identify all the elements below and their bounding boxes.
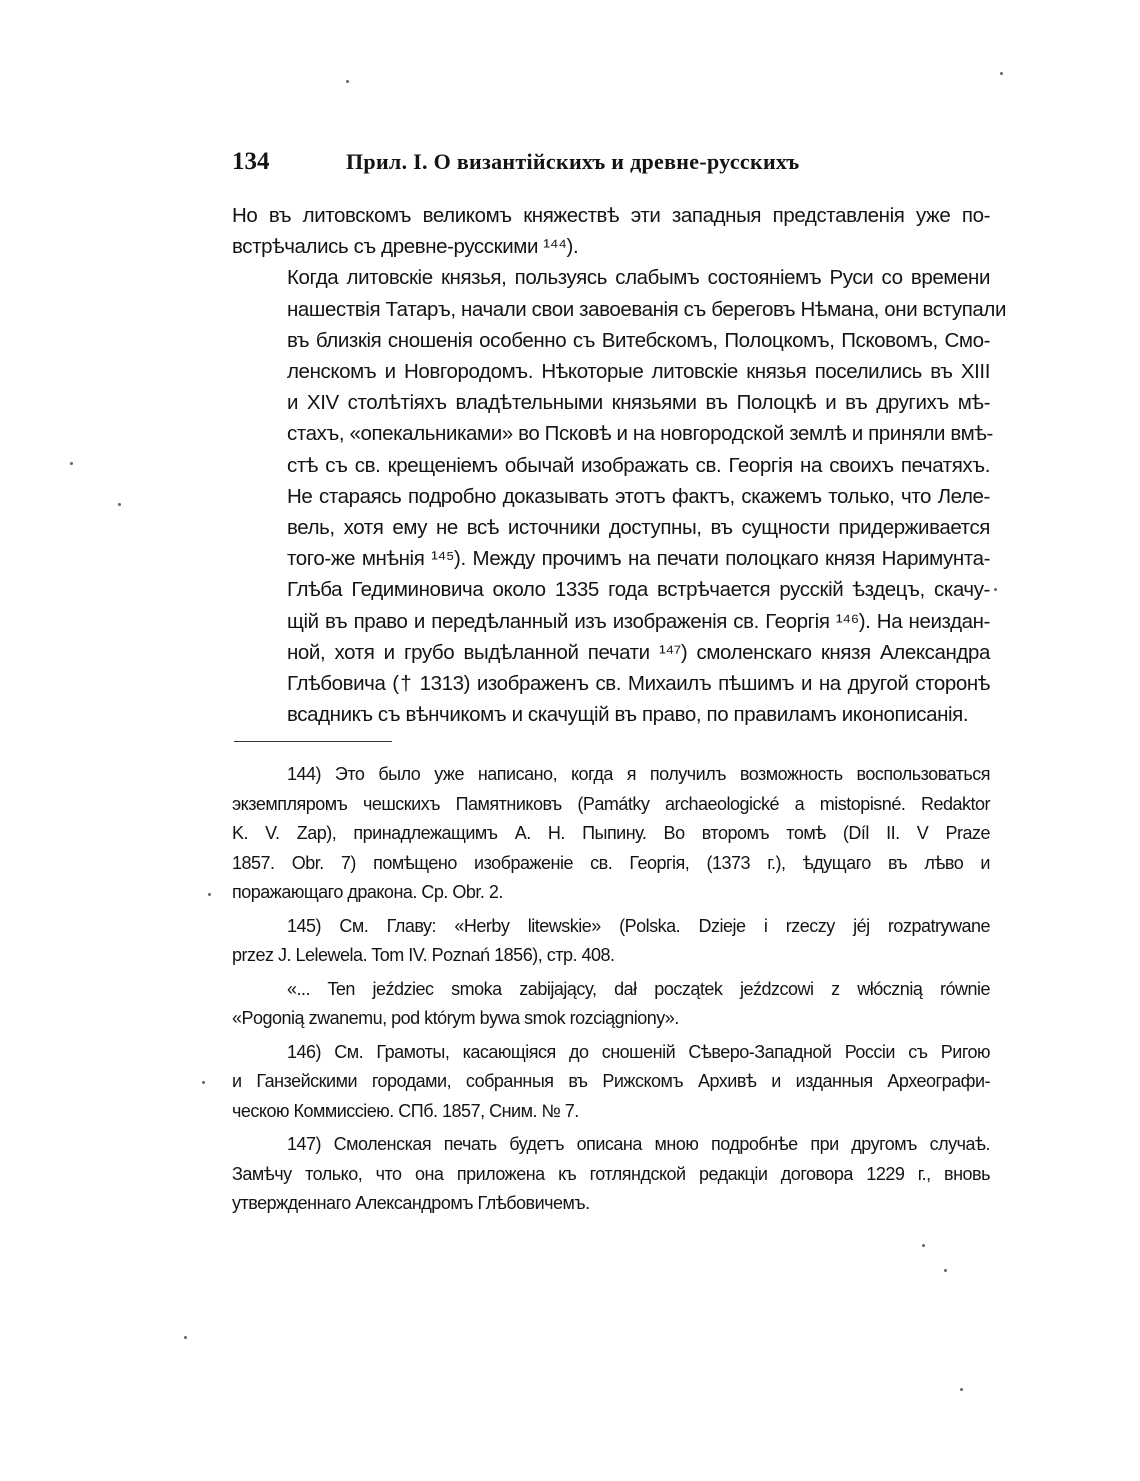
paragraph — [232, 262, 1007, 730]
text-line: того-же мнѣнія ¹⁴⁵). Между прочимъ на печати полоцкаго князя Наримунта- — [287, 547, 990, 571]
footnote-line: «Pogonią zwanemu, pod którym bywa smok rozciągniony». — [232, 1008, 679, 1028]
page-number: 134 — [232, 148, 270, 175]
scan-speck — [346, 80, 349, 83]
paragraph — [232, 200, 990, 262]
text-line: вель, хотя ему не всѣ источники доступны, въ сущности придерживается — [287, 516, 990, 540]
scan-speck — [70, 462, 73, 465]
scan-speck — [208, 893, 211, 896]
scan-speck — [960, 1388, 963, 1391]
text-line: и XIV столѣтіяхъ владѣтельными князьями въ Полоцкѣ и въ другихъ мѣ- — [287, 391, 990, 415]
scan-speck — [202, 1081, 205, 1084]
scan-speck — [184, 1336, 187, 1339]
footnote-divider — [234, 741, 392, 742]
text-line: щій въ право и передѣланный изъ изображенія св. Георгія ¹⁴⁶). На неиздан- — [287, 609, 990, 633]
scan-speck — [118, 503, 121, 506]
text-line: нашествія Татаръ, начали свои завоеванія съ береговъ Нѣмана, они вступали — [287, 297, 1007, 321]
footnote-146 — [232, 1038, 990, 1127]
footnote-line: и Ганзейскими городами, собранныя въ Рижскомъ Архивѣ и изданныя Археографи- — [232, 1071, 990, 1091]
text-line: Когда литовскіе князья, пользуясь слабымъ состояніемъ Руси со времени — [287, 266, 990, 290]
scan-speck — [944, 1269, 947, 1272]
scan-speck — [994, 588, 997, 591]
footnotes — [232, 760, 990, 1223]
footnote-line: утвержденнаго Александромъ Глѣбовичемъ. — [232, 1193, 590, 1213]
footnote-line: «... Ten jeździec smoka zabijający, dał początek jeźdzcowi z włócznią równie — [287, 978, 990, 999]
footnote-line: экземпляромъ чешскихъ Памятниковъ (Památky archaeologické a mistopisné. Redaktor — [232, 793, 990, 814]
text-line: въ близкія сношенія особенно съ Витебскомъ, Полоцкомъ, Псковомъ, Смо- — [287, 328, 990, 352]
footnote-line: ческою Коммиссіею. СПб. 1857, Сним. № 7. — [232, 1100, 579, 1121]
text-line: Но въ литовскомъ великомъ княжествѣ эти западныя представленія уже по- — [232, 204, 990, 227]
footnote-line: 144) Это было уже написано, когда я получилъ возможность воспользоваться — [287, 764, 990, 784]
scan-speck — [922, 1244, 925, 1247]
text-line: стахъ, «опекальниками» во Псковѣ и на новгородской землѣ и приняли вмѣ- — [287, 422, 993, 446]
text-line: стѣ съ св. крещеніемъ обычай изображать св. Георгія на своихъ печатяхъ. — [287, 453, 990, 477]
footnote-line: 147) Смоленская печать будетъ описана мною подробнѣе при другомъ случаѣ. — [287, 1134, 990, 1154]
text-line: Глѣбовича († 1313) изображенъ св. Михаилъ пѣшимъ и на другой сторонѣ — [287, 672, 990, 696]
running-head: Прил. I. О византійскихъ и древне-русскихъ — [346, 149, 800, 174]
text-line: ной, хотя и грубо выдѣланной печати ¹⁴⁷) смоленскаго князя Александра — [287, 640, 990, 664]
text-line: Глѣба Гедиминовича около 1335 года встрѣчается русскій ѣздецъ, скачу- — [287, 578, 990, 602]
footnote-line: 145) См. Главу: «Herby litewskie» (Polska. Dzieje i rzeczy jéj rozpatrywane — [287, 915, 990, 936]
footnote-line: поражающаго дракона. Ср. Obr. 2. — [232, 882, 503, 902]
main-text — [232, 200, 1007, 730]
footnote-145 — [232, 912, 990, 971]
footnote-line: 1857. Obr. 7) помѣщено изображеніе св. Георгія, (1373 г.), ѣдущаго въ лѣво и — [232, 852, 990, 873]
footnote-line: przez J. Lelewela. Tom IV. Poznań 1856), стр. 408. — [232, 945, 615, 965]
footnote-line: 146) См. Грамоты, касающіяся до сношеній Сѣверо-Западной Россіи съ Ригою — [287, 1041, 990, 1062]
footnote-line: K. V. Zap), принадлежащимъ А. Н. Пыпину. Во второмъ томѣ (Díl II. V Praze — [232, 823, 990, 843]
scan-speck — [1000, 72, 1003, 75]
footnote-145-quote — [232, 975, 990, 1034]
text-line: всадникъ съ вѣнчикомъ и скачущій въ право, по правиламъ иконописанія. — [287, 703, 969, 727]
footnote-147 — [232, 1130, 990, 1219]
footnote-line: Замѣчу только, что она приложена къ готляндской редакціи договора 1229 г., вновь — [232, 1163, 990, 1184]
text-line: ленскомъ и Новгородомъ. Нѣкоторые литовскіе князья поселились въ XIII — [287, 360, 990, 384]
text-line: Не стараясь подробно доказывать этотъ фактъ, скажемъ только, что Леле- — [287, 484, 990, 508]
footnote-144 — [232, 760, 990, 908]
text-line: встрѣчались съ древне-русскими ¹⁴⁴). — [232, 235, 579, 259]
page-header — [232, 148, 992, 180]
